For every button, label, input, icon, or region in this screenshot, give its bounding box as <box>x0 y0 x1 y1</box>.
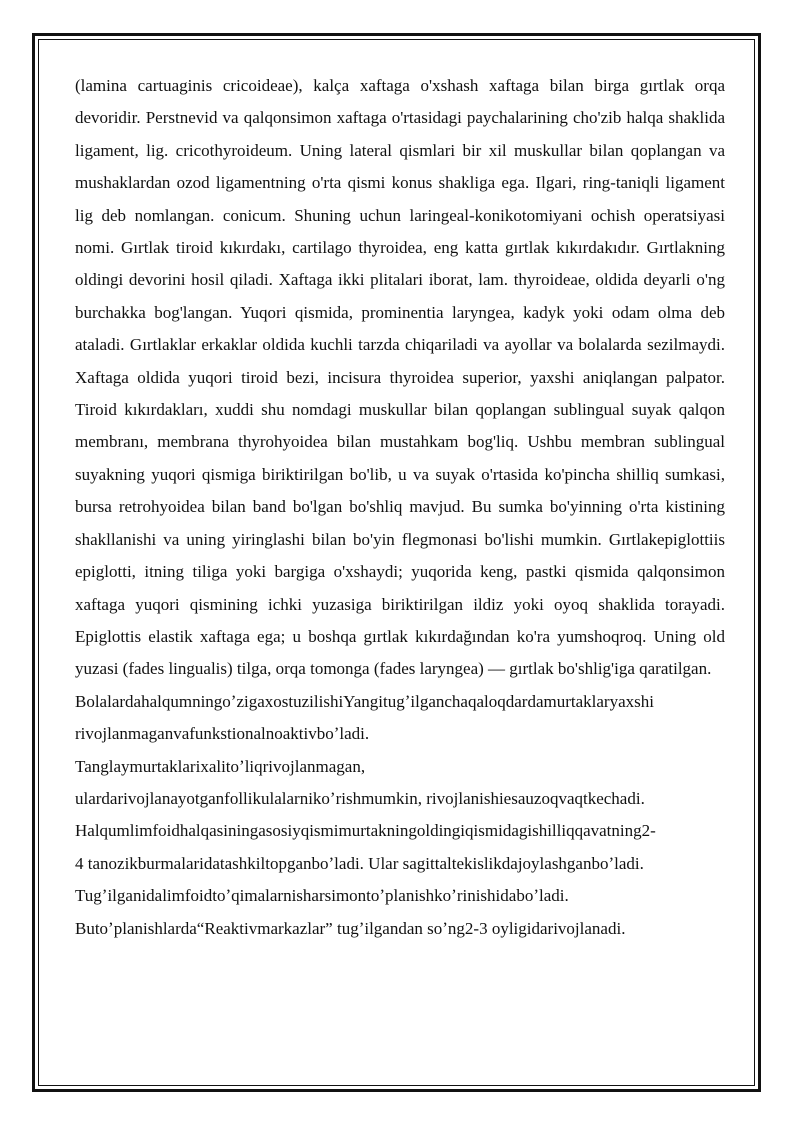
text-line: rivojlanmaganvafunkstionalnoaktivboʼladi. <box>75 724 370 744</box>
main-paragraph: (lamina cartuaginis cricoideae), kalça xaftaga o'xshash xaftaga bilan birga gırtlak orqa devoridir. Perstnevid va qalqonsimon xaftaga o'rtasidagi paychalarining cho'zib halqa shaklida ligament, lig. cricothyroideum. Uning lateral qismlari bir xil muskullar bilan qoplangan va mushaklardan ozod ligamentning o'rta qismi konus shakliga ega. Ilgari, ring-taniqli ligament lig deb nomlangan. conicum. Shuning uchun laringeal-konikotomiyani ochish operatsiyasi nomi. Gırtlak tiroid kıkırdakı, cartilago thyroidea, eng katta gırtlak kıkırdakıdır. Gırtlakning oldingi devorini hosil qiladi. Xaftaga ikki plitalari iborat, lam. thyroideae, oldida deyarli o'ng burchakka bog'langan. Yuqori qismida, prominentia laryngea, kadyk yoki odam olma deb ataladi. Gırtlaklar erkaklar oldida kuchli tarzda chiqariladi va ayollar va bolalarda sezilmaydi. Xaftaga oldida yuqori tiroid bezi, incisura thyroidea superior, yaxshi aniqlangan palpator. Tiroid kıkırdakları, xuddi shu nomdagi muskullar bilan qoplangan sublingual suyak qalqon membranı, membrana thyrohyoidea bilan mustahkam bog'liq. Ushbu membran sublingual suyakning yuqori qismiga biriktirilgan bo'lib, u va suyak o'rtasida ko'pincha shilliq sumkasi, bursa retrohyoidea bilan band bo'lgan bo'shliq mavjud. Bu sumka bo'yinning o'rta kistining shakllanishi va uning yiringlashi bilan bo'yin flegmonasi bo'lishi mumkin. Gırtlakepiglottiis epiglotti, itning tiliga yoki bargiga o'xshaydi; yuqorida keng, pastki qismida qalqonsimon xaftaga yuqori qismining ichki yuzasiga biriktirilgan ildiz yoki oyoq shaklida torayadi. Epiglottis elastik xaftaga ega; u boshqa gırtlak kıkırdağından ko'ra yumshoqroq. Uning old yuzasi (fades lingualis) tilga, orqa tomonga (fades laryngea) — gırtlak bo'shlig'iga qaratilgan. <box>75 76 725 679</box>
text-line: Tugʼilganidalimfoidtoʼqimalarnisharsimontoʼplanishkoʼrinishidaboʼladi. <box>75 886 569 906</box>
document-body <box>75 70 725 945</box>
text-line: ulardarivojlanayotganfollikulalarnikoʼrishmumkin, rivojlanishiesauzoqvaqtkechadi. <box>75 788 645 808</box>
text-line: BolalardahalqumningoʼzigaxostuzilishiYangitugʼilganchaqaloqdardamurtaklaryaxshi <box>75 691 654 711</box>
text-line: Halqumlimfoidhalqasiningasosiyqismimurtakningoldingiqismidagishilliqqavatning2- <box>75 821 656 841</box>
text-line: 4 tanozikburmalaridatashkiltopganboʼladi. Ular sagittaltekislikdajoylashganboʼladi. <box>75 853 644 873</box>
text-line: Tanglaymurtaklarixalitoʼliqrivojlanmagan, <box>75 756 366 776</box>
text-line: Butoʼplanishlarda“Reaktivmarkazlar” tugʼilgandan soʼng2-3 oyligidarivojlanadi. <box>75 918 626 938</box>
